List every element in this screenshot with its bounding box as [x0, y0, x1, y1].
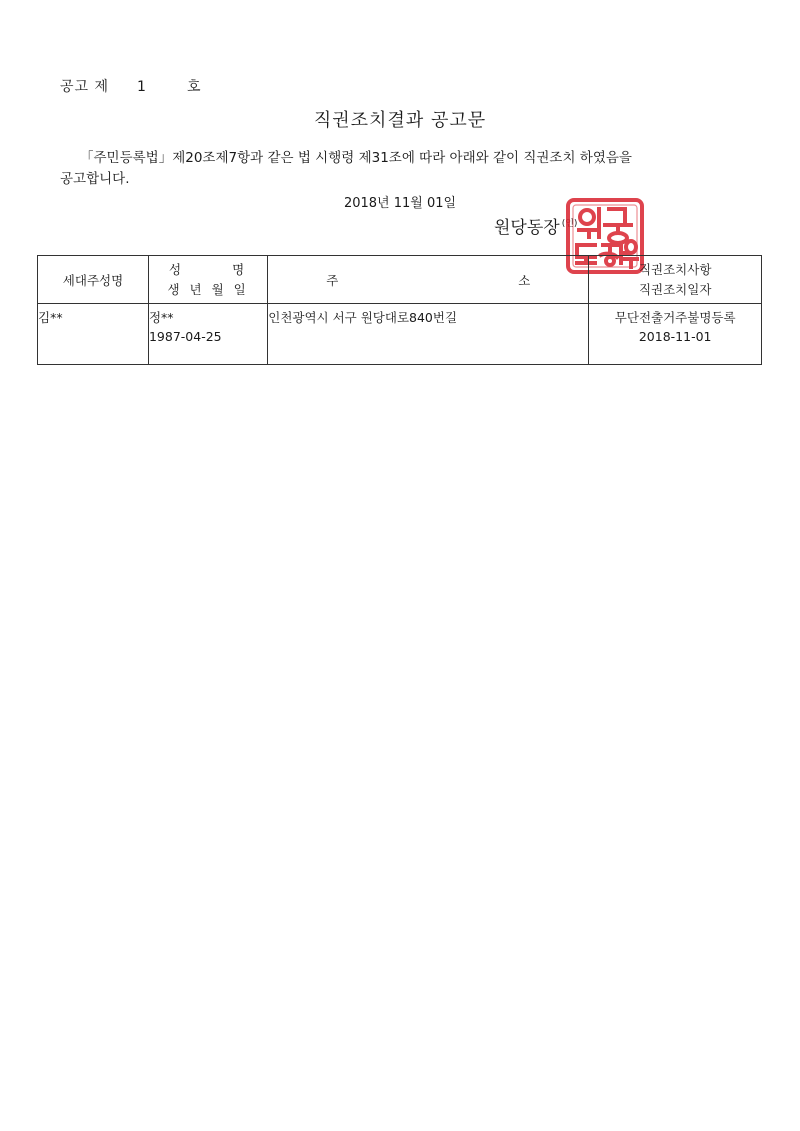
cell-householder: 김** [38, 304, 149, 365]
header-name-b: 명 [232, 261, 248, 277]
cell-address: 인천광역시 서구 원당대로840번길 [268, 304, 589, 365]
header-action-item: 직권조치사항 [638, 261, 712, 277]
header-address-a: 주 [326, 272, 339, 288]
header-action [589, 256, 762, 304]
header-action-date: 직권조치일자 [638, 281, 712, 297]
table-header-row [38, 256, 762, 304]
header-name-a: 성 [169, 261, 185, 277]
notice-body-line2: 공고합니다. [60, 171, 130, 187]
header-address-b: 소 [518, 272, 531, 288]
header-name-birth [148, 256, 267, 304]
signer-name: 원당동장 [494, 218, 560, 238]
notice-body-line1: 「주민등록법」제20조제7항과 같은 법 시행령 제31조에 따라 아래와 같이 직권조치 하였음을 [80, 150, 632, 166]
notice-number-suffix: 호 [186, 79, 202, 95]
header-birth: 생 년 월 일 [167, 281, 249, 297]
notice-number-prefix: 공고 제 [60, 79, 110, 95]
cell-action [589, 304, 762, 365]
cell-name: 정** [148, 310, 174, 325]
notice-date: 2018년 11월 01일 [343, 196, 457, 211]
page-title: 직권조치결과 공고문 [313, 110, 487, 131]
header-householder: 세대주성명 [38, 256, 149, 304]
header-address [268, 256, 589, 304]
notice-number [60, 76, 201, 96]
cell-action-item: 무단전출거주불명등록 [614, 310, 736, 325]
table-row [38, 304, 762, 365]
result-table [37, 255, 762, 365]
signer-inn: (인) [561, 219, 578, 230]
cell-name-birth [148, 304, 267, 365]
cell-action-date: 2018-11-01 [638, 329, 712, 344]
notice-body [60, 148, 710, 190]
cell-birth: 1987-04-25 [148, 329, 222, 344]
notice-number-value: 1 [137, 79, 147, 95]
header-name [149, 260, 267, 280]
